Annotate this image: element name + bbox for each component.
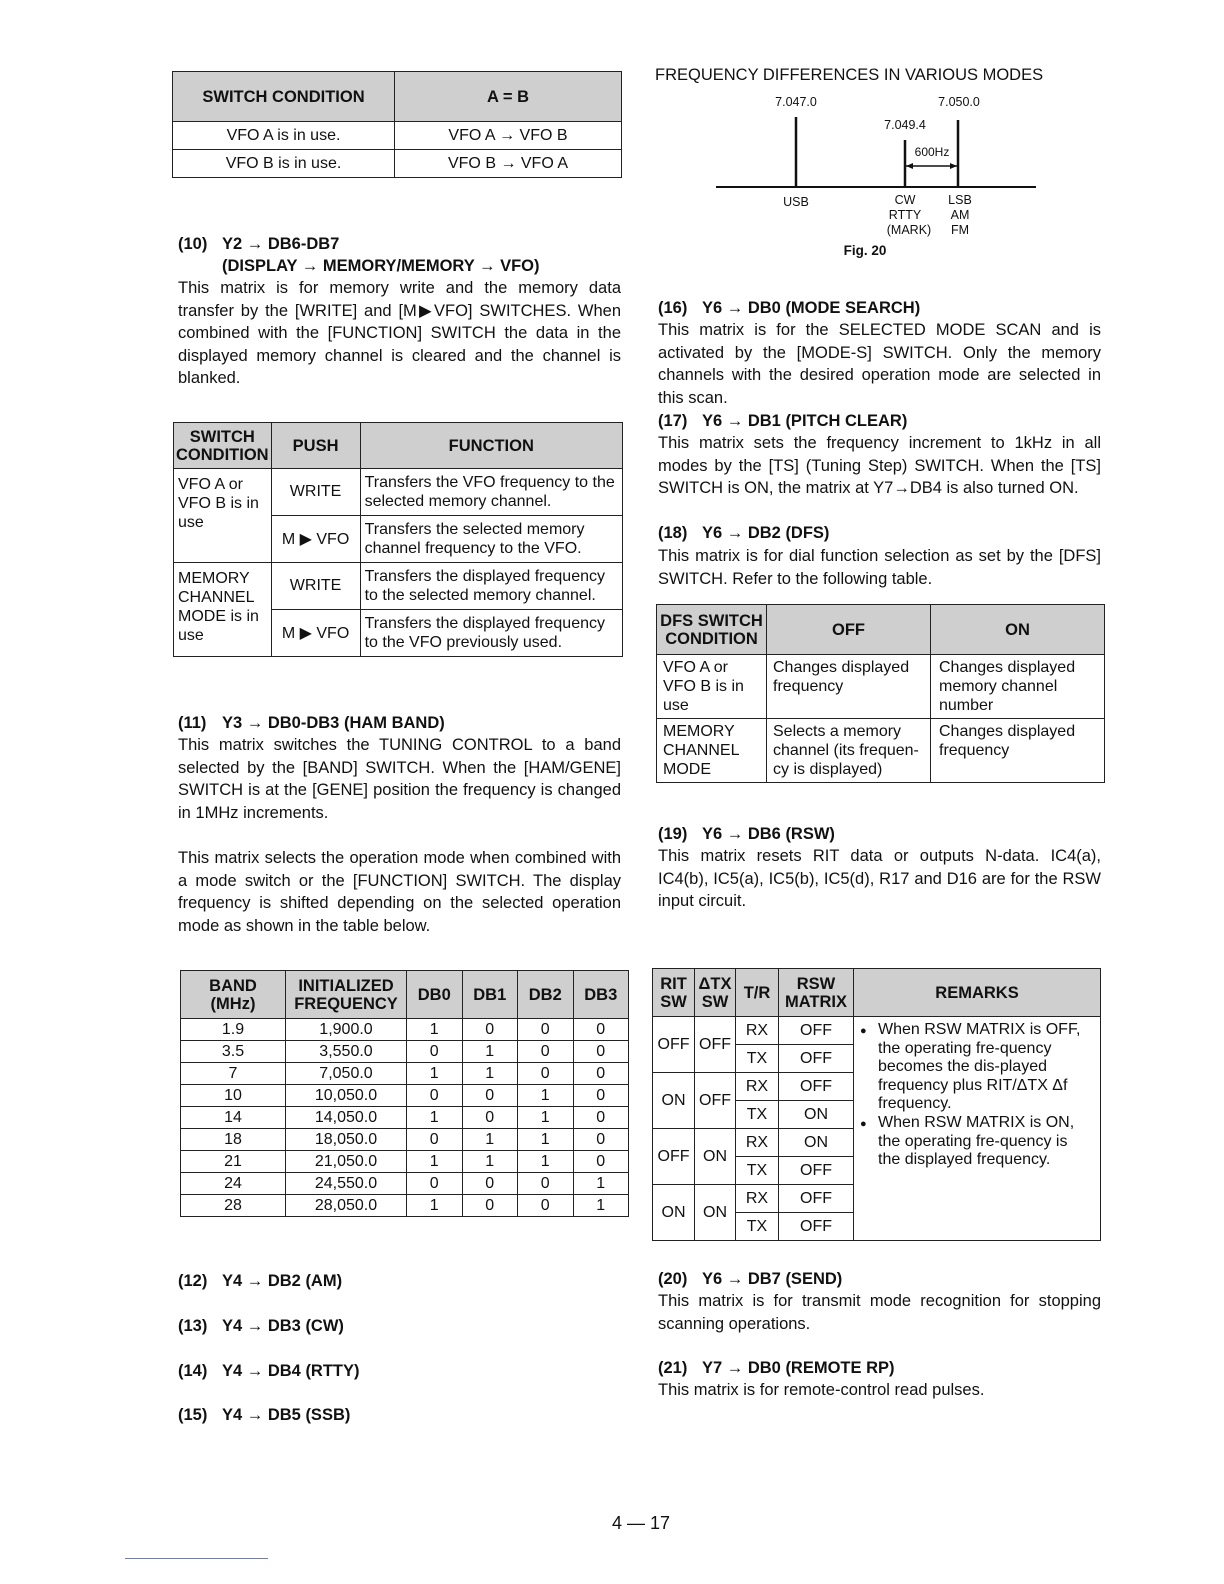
table-row — [181, 1063, 629, 1085]
table-cell: 18 — [181, 1129, 286, 1151]
table-cell: MEMORY CHANNEL MODE is in use — [174, 563, 272, 657]
table-cell: RX — [736, 1073, 779, 1101]
section-title: Y6 → DB2 (DFS) — [702, 524, 830, 542]
table-cell: 0 — [407, 1085, 463, 1107]
remarks-cell — [854, 1017, 1101, 1241]
table-cell: Changes displayed memory channel number — [931, 655, 1105, 719]
table-cell: OFF — [653, 1017, 695, 1073]
table-row — [181, 1107, 629, 1129]
table-cell: OFF — [779, 1213, 854, 1241]
table-cell: VFO A or VFO B is in use — [174, 469, 272, 563]
section-number: (18) — [658, 524, 688, 542]
rsw-table — [652, 968, 1101, 1241]
table-cell: TX — [736, 1157, 779, 1185]
table-cell: Changes displayed frequency — [767, 655, 931, 719]
table-cell: OFF — [653, 1129, 695, 1185]
table-cell: OFF — [779, 1017, 854, 1045]
table-header: DFS SWITCH CONDITION — [657, 605, 767, 655]
table-cell: 1 — [407, 1107, 463, 1129]
figure-caption: Fig. 20 — [843, 243, 887, 258]
table-cell: 1 — [407, 1019, 463, 1041]
table-cell: ON — [653, 1073, 695, 1129]
section-19-body: This matrix resets RIT data or outputs N-data. IC4(a), IC4(b), IC5(a), IC5(b), IC5(d), R17 and D16 are for the RSW input circuit. — [658, 847, 1101, 911]
table-header: OFF — [767, 605, 931, 655]
table-header: PUSH — [271, 423, 360, 469]
table-cell: OFF — [779, 1045, 854, 1073]
table-cell: OFF — [695, 1017, 736, 1073]
table-cell: 0 — [462, 1173, 518, 1195]
table-cell: 0 — [407, 1173, 463, 1195]
section-title: Y6 → DB0 (MODE SEARCH) — [702, 299, 921, 317]
bullet-icon: ● — [860, 1117, 867, 1130]
table-cell: 0 — [518, 1063, 574, 1085]
table-cell: 0 — [573, 1019, 629, 1041]
table-header: RSW MATRIX — [779, 969, 854, 1017]
table-cell: 0 — [462, 1085, 518, 1107]
table-header: BAND (MHz) — [181, 971, 286, 1019]
table-cell: 0 — [462, 1195, 518, 1217]
section-18-body: This matrix is for dial function selection as set by the [DFS] SWITCH. Refer to the following table. — [658, 547, 1101, 588]
section-title: Y4 → DB4 (RTTY) — [222, 1362, 360, 1380]
table-cell: OFF — [779, 1157, 854, 1185]
table-cell: 3,550.0 — [286, 1041, 407, 1063]
table-cell: 0 — [573, 1041, 629, 1063]
table-header: A = B — [395, 72, 622, 122]
section-10-heading — [178, 233, 339, 255]
table-cell: Transfers the selected memory channel frequency to the VFO. — [360, 516, 622, 563]
table-cell: 0 — [518, 1195, 574, 1217]
table-cell: ON — [779, 1101, 854, 1129]
section-10-subtitle: (DISPLAY → MEMORY/MEMORY → VFO) — [222, 257, 540, 275]
table-cell: 0 — [518, 1019, 574, 1041]
table-cell: 1 — [462, 1063, 518, 1085]
table-cell: 28 — [181, 1195, 286, 1217]
table-cell: MEMORY CHANNEL MODE — [657, 719, 767, 783]
table-cell: OFF — [779, 1185, 854, 1213]
section-title: Y2 → DB6-DB7 — [222, 235, 340, 253]
table-cell: 0 — [518, 1173, 574, 1195]
freq-label-7047: 7.047.0 — [775, 95, 817, 109]
section-16-body: This matrix is for the SELECTED MODE SCAN and is activated by the [MODE-S] SWITCH. Only the memory channels with the desired operation mode are selected in this scan. — [658, 321, 1101, 407]
table-row — [181, 1195, 629, 1217]
table-row — [181, 1151, 629, 1173]
table-cell: 1 — [407, 1063, 463, 1085]
section-number: (14) — [178, 1362, 208, 1380]
section-11-heading — [178, 712, 445, 734]
arrow-head-left — [906, 163, 913, 169]
table-cell: M ▶ VFO — [271, 516, 360, 563]
function-table — [173, 422, 623, 657]
table-cell: 1 — [407, 1151, 463, 1173]
table-header: ΔTX SW — [695, 969, 736, 1017]
table-cell: ON — [653, 1185, 695, 1241]
table-row — [181, 1041, 629, 1063]
section-number: (16) — [658, 299, 688, 317]
table-cell: 14 — [181, 1107, 286, 1129]
table-header: RIT SW — [653, 969, 695, 1017]
switch-condition-table — [172, 71, 622, 178]
table-cell: Transfers the displayed frequency to the VFO previously used. — [360, 610, 622, 657]
section-title: Y4 → DB5 (SSB) — [222, 1406, 351, 1424]
table-cell: 1 — [518, 1085, 574, 1107]
table-cell: 10 — [181, 1085, 286, 1107]
table-cell: 10,050.0 — [286, 1085, 407, 1107]
section-title: Y6 → DB7 (SEND) — [702, 1270, 843, 1288]
table-header: SWITCH CONDITION — [173, 72, 395, 122]
footer-rule — [125, 1558, 268, 1559]
bullet-icon: ● — [860, 1025, 867, 1037]
section-number: (21) — [658, 1359, 688, 1377]
table-cell: 18,050.0 — [286, 1129, 407, 1151]
table-cell: 1 — [462, 1129, 518, 1151]
section-number: (12) — [178, 1272, 208, 1290]
table-cell: Selects a memory channel (its frequen-cy is displayed) — [767, 719, 931, 783]
section-20-heading — [658, 1268, 842, 1290]
remark-text: When RSW MATRIX is OFF, the operating fre-quency becomes the dis-played frequency plus RIT/ΔTX Δf frequency. — [878, 1021, 1081, 1113]
remark-text: When RSW MATRIX is ON, the operating fre-quency is the displayed frequency. — [878, 1113, 1075, 1169]
table-cell: 3.5 — [181, 1041, 286, 1063]
section-12-heading — [178, 1270, 342, 1292]
section-17-body: This matrix sets the frequency increment to 1kHz in all modes by the [TS] (Tuning Step) SWITCH. When the [TS] SWITCH is ON, the matrix at Y7→DB4 is also turned ON. — [658, 434, 1101, 498]
table-cell: 21 — [181, 1151, 286, 1173]
section-number: (10) — [178, 235, 208, 253]
table-cell: VFO B is in use. — [173, 150, 395, 178]
table-cell: VFO A or VFO B is in use — [657, 655, 767, 719]
table-cell: WRITE — [271, 563, 360, 610]
section-title: Y4 → DB2 (AM) — [222, 1272, 343, 1290]
table-cell: 0 — [462, 1019, 518, 1041]
table-header: DB2 — [518, 971, 574, 1019]
table-row — [181, 1129, 629, 1151]
section-title: Y6 → DB6 (RSW) — [702, 825, 835, 843]
table-cell: 1 — [573, 1173, 629, 1195]
section-13-heading — [178, 1315, 344, 1337]
table-cell: 1 — [462, 1041, 518, 1063]
mark-label: (MARK) — [886, 223, 932, 237]
am-label: AM — [950, 208, 970, 222]
table-cell: M ▶ VFO — [271, 610, 360, 657]
table-cell: VFO A is in use. — [173, 122, 395, 150]
section-17-heading — [658, 410, 907, 432]
page-number: 4 — 17 — [612, 1513, 671, 1533]
table-header: INITIALIZED FREQUENCY — [286, 971, 407, 1019]
freq-label-7049: 7.049.4 — [884, 118, 926, 132]
section-11-body: This matrix switches the TUNING CONTROL to a band selected by the [BAND] SWITCH. When the [HAM/GENE] SWITCH is at the [GENE] position the frequency is changed in 1MHz increments. — [178, 736, 621, 822]
table-header: DB1 — [462, 971, 518, 1019]
table-cell: 0 — [573, 1129, 629, 1151]
table-cell: RX — [736, 1185, 779, 1213]
table-cell: ON — [695, 1185, 736, 1241]
table-cell: 0 — [462, 1107, 518, 1129]
table-cell: ON — [779, 1129, 854, 1157]
table-cell: 21,050.0 — [286, 1151, 407, 1173]
table-cell: Transfers the displayed frequency to the selected memory channel. — [360, 563, 622, 610]
figure-title: FREQUENCY DIFFERENCES IN VARIOUS MODES — [655, 66, 1044, 84]
section-10-body: This matrix is for memory write and the memory data transfer by the [WRITE] and [M▶VFO] SWITCHES. When combined with the [FUNCTION] SWITCH the data in the displayed memory channel is cleared and the channel is blanked. — [178, 279, 621, 388]
table-cell: OFF — [695, 1073, 736, 1129]
table-cell: 0 — [407, 1129, 463, 1151]
arrow-head-right — [950, 163, 957, 169]
table-header: SWITCH CONDITION — [174, 423, 272, 469]
table-row — [181, 1019, 629, 1041]
freq-label-7050: 7.050.0 — [938, 95, 980, 109]
band-table — [180, 970, 629, 1217]
section-21-body: This matrix is for remote-control read pulses. — [658, 1381, 985, 1399]
section-number: (11) — [178, 714, 207, 732]
table-row — [653, 1017, 1101, 1045]
table-cell: RX — [736, 1129, 779, 1157]
table-header: FUNCTION — [360, 423, 622, 469]
table-cell: WRITE — [271, 469, 360, 516]
frequency-diagram — [700, 90, 1060, 265]
table-cell: 1,900.0 — [286, 1019, 407, 1041]
table-cell: 1 — [518, 1107, 574, 1129]
table-cell: VFO A → VFO B — [395, 122, 622, 150]
section-number: (17) — [658, 412, 688, 430]
section-number: (19) — [658, 825, 688, 843]
table-cell: 14,050.0 — [286, 1107, 407, 1129]
table-header: T/R — [736, 969, 779, 1017]
section-number: (15) — [178, 1406, 208, 1424]
offset-label: 600Hz — [914, 145, 950, 159]
section-11-body-2: This matrix selects the operation mode when combined with a mode switch or the [FUNCTION] SWITCH. The display frequency is shifted depending on the selected operation mode as shown in the table below. — [178, 849, 621, 935]
table-cell: 1 — [407, 1195, 463, 1217]
table-cell: OFF — [779, 1073, 854, 1101]
section-15-heading — [178, 1404, 350, 1426]
fm-label: FM — [950, 223, 970, 237]
table-header: REMARKS — [854, 969, 1101, 1017]
table-cell: 1 — [518, 1129, 574, 1151]
lsb-label: LSB — [948, 193, 972, 207]
section-20-body: This matrix is for transmit mode recognition for stopping scanning operations. — [658, 1292, 1101, 1333]
table-cell: 1 — [518, 1151, 574, 1173]
table-header: DB0 — [407, 971, 463, 1019]
table-cell: TX — [736, 1045, 779, 1073]
table-cell: 0 — [407, 1041, 463, 1063]
table-cell: Transfers the VFO frequency to the selected memory channel. — [360, 469, 622, 516]
table-cell: 7,050.0 — [286, 1063, 407, 1085]
table-cell: 0 — [573, 1063, 629, 1085]
table-cell: VFO B → VFO A — [395, 150, 622, 178]
section-number: (20) — [658, 1270, 688, 1288]
table-row — [181, 1173, 629, 1195]
table-cell: 1.9 — [181, 1019, 286, 1041]
table-cell: 0 — [573, 1151, 629, 1173]
section-title: Y7 → DB0 (REMOTE RP) — [702, 1359, 895, 1377]
table-row — [181, 1085, 629, 1107]
section-16-heading — [658, 297, 920, 319]
rtty-label: RTTY — [888, 208, 922, 222]
table-cell: 1 — [573, 1195, 629, 1217]
table-cell: TX — [736, 1101, 779, 1129]
section-19-heading — [658, 823, 835, 845]
table-cell: 0 — [573, 1107, 629, 1129]
section-title: Y3 → DB0-DB3 (HAM BAND) — [222, 714, 445, 732]
table-header: ON — [931, 605, 1105, 655]
table-cell: Changes displayed frequency — [931, 719, 1105, 783]
cw-label: CW — [894, 193, 916, 207]
dfs-table — [656, 604, 1105, 783]
section-title: Y6 → DB1 (PITCH CLEAR) — [702, 412, 908, 430]
table-cell: RX — [736, 1017, 779, 1045]
section-title: Y4 → DB3 (CW) — [222, 1317, 344, 1335]
table-cell: 24,550.0 — [286, 1173, 407, 1195]
section-number: (13) — [178, 1317, 208, 1335]
table-cell: 28,050.0 — [286, 1195, 407, 1217]
section-14-heading — [178, 1360, 360, 1382]
table-cell: ON — [695, 1129, 736, 1185]
section-18-heading — [658, 522, 829, 544]
table-cell: 7 — [181, 1063, 286, 1085]
table-header: DB3 — [573, 971, 629, 1019]
usb-label: USB — [783, 195, 809, 209]
table-cell: 24 — [181, 1173, 286, 1195]
table-cell: TX — [736, 1213, 779, 1241]
table-cell: 0 — [518, 1041, 574, 1063]
table-cell: 0 — [573, 1085, 629, 1107]
section-21-heading — [658, 1357, 895, 1379]
table-cell: 1 — [462, 1151, 518, 1173]
